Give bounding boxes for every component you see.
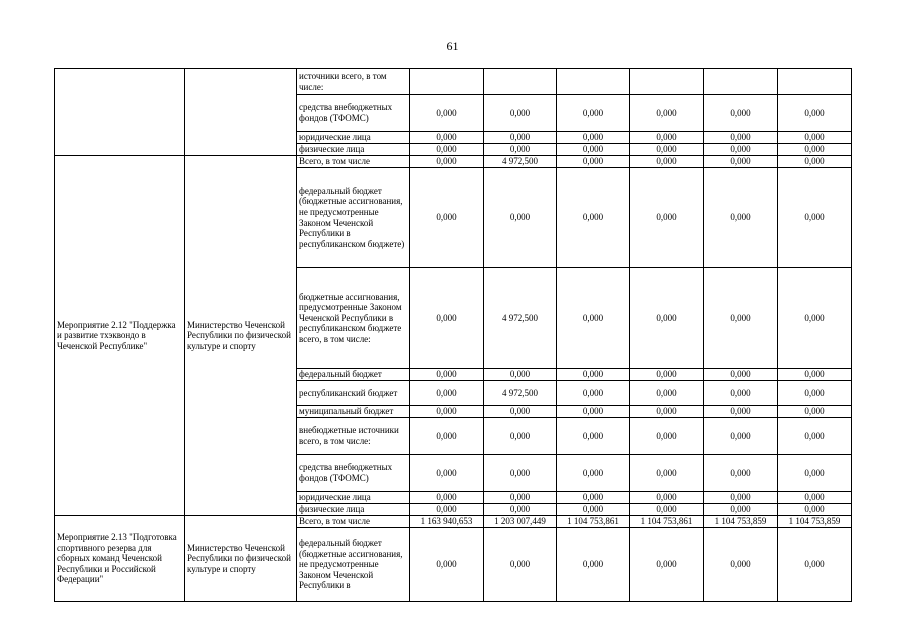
value-cell: 0,000: [778, 268, 852, 369]
value-cell: 0,000: [630, 95, 704, 132]
value-cell: 0,000: [630, 132, 704, 144]
table-row: [55, 69, 852, 95]
value-cell: 0,000: [410, 144, 484, 156]
value-cell: 4 972,500: [484, 268, 557, 369]
value-cell: 0,000: [630, 268, 704, 369]
value-cell: 0,000: [410, 492, 484, 504]
value-cell: 0,000: [630, 144, 704, 156]
value-cell: 0,000: [410, 381, 484, 406]
value-cell: 0,000: [704, 418, 778, 455]
value-cell: 0,000: [484, 528, 557, 602]
source-cell: юридические лица: [297, 132, 410, 144]
value-cell: [630, 69, 704, 95]
value-cell: 0,000: [704, 132, 778, 144]
value-cell: 1 104 753,861: [557, 516, 630, 528]
value-cell: 0,000: [410, 168, 484, 268]
value-cell: 0,000: [778, 455, 852, 492]
value-cell: 0,000: [630, 455, 704, 492]
value-cell: 4 972,500: [484, 156, 557, 168]
value-cell: 1 163 940,653: [410, 516, 484, 528]
value-cell: 0,000: [630, 381, 704, 406]
source-cell: федеральный бюджет (бюджетные ассигнования, не предусмотренные Законом Чеченской Республики в: [297, 528, 410, 602]
value-cell: 0,000: [557, 156, 630, 168]
value-cell: 0,000: [704, 381, 778, 406]
value-cell: 0,000: [410, 528, 484, 602]
source-cell: средства внебюджетных фондов (ТФОМС): [297, 455, 410, 492]
value-cell: 0,000: [484, 504, 557, 516]
value-cell: 0,000: [778, 369, 852, 381]
value-cell: [557, 69, 630, 95]
value-cell: 0,000: [778, 95, 852, 132]
value-cell: 0,000: [410, 268, 484, 369]
value-cell: 0,000: [557, 406, 630, 418]
value-cell: 0,000: [484, 492, 557, 504]
value-cell: 0,000: [410, 418, 484, 455]
value-cell: 4 972,500: [484, 381, 557, 406]
page-number: 61: [446, 39, 459, 53]
value-cell: 0,000: [410, 455, 484, 492]
value-cell: 1 104 753,859: [704, 516, 778, 528]
value-cell: 0,000: [778, 132, 852, 144]
executor-cell: Министерство Чеченской Республики по физической культуре и спорту: [185, 516, 297, 602]
value-cell: [410, 69, 484, 95]
value-cell: 0,000: [630, 418, 704, 455]
value-cell: 0,000: [557, 418, 630, 455]
source-cell: средства внебюджетных фондов (ТФОМС): [297, 95, 410, 132]
value-cell: 0,000: [484, 168, 557, 268]
value-cell: 0,000: [410, 156, 484, 168]
value-cell: 0,000: [778, 528, 852, 602]
value-cell: 0,000: [630, 406, 704, 418]
source-cell: федеральный бюджет: [297, 369, 410, 381]
value-cell: 1 203 007,449: [484, 516, 557, 528]
source-cell: Всего, в том числе: [297, 156, 410, 168]
source-cell: бюджетные ассигнования, предусмотренные Законом Чеченской Республики в республиканском бюджете всего, в том числе:: [297, 268, 410, 369]
value-cell: 0,000: [410, 406, 484, 418]
value-cell: 0,000: [410, 504, 484, 516]
value-cell: 0,000: [778, 504, 852, 516]
value-cell: [778, 69, 852, 95]
value-cell: 0,000: [557, 504, 630, 516]
value-cell: 0,000: [704, 492, 778, 504]
executor-cell: Министерство Чеченской Республики по физической культуре и спорту: [185, 156, 297, 516]
value-cell: 1 104 753,859: [778, 516, 852, 528]
value-cell: 0,000: [557, 268, 630, 369]
value-cell: 0,000: [704, 504, 778, 516]
value-cell: 0,000: [557, 144, 630, 156]
value-cell: 0,000: [410, 132, 484, 144]
value-cell: [484, 69, 557, 95]
value-cell: 0,000: [704, 455, 778, 492]
value-cell: 0,000: [704, 528, 778, 602]
value-cell: [704, 69, 778, 95]
value-cell: 0,000: [484, 95, 557, 132]
source-cell: муниципальный бюджет: [297, 406, 410, 418]
source-cell: физические лица: [297, 144, 410, 156]
funding-table: [54, 68, 852, 602]
source-cell: внебюджетные источники всего, в том числе:: [297, 418, 410, 455]
value-cell: 0,000: [704, 95, 778, 132]
value-cell: 0,000: [778, 418, 852, 455]
value-cell: 0,000: [778, 492, 852, 504]
event-name-cell: Мероприятие 2.13 "Подготовка спортивного резерва для сборных команд Чеченской Республики и Российской Федерации": [55, 516, 185, 602]
value-cell: 0,000: [557, 528, 630, 602]
source-cell: Всего, в том числе: [297, 516, 410, 528]
value-cell: 0,000: [778, 168, 852, 268]
value-cell: 0,000: [630, 504, 704, 516]
value-cell: 0,000: [704, 168, 778, 268]
event-name-cell: Мероприятие 2.12 "Поддержка и развитие тхэквондо в Чеченской Республике": [55, 156, 185, 516]
value-cell: 0,000: [484, 132, 557, 144]
source-cell: юридические лица: [297, 492, 410, 504]
value-cell: 0,000: [484, 455, 557, 492]
value-cell: 0,000: [704, 369, 778, 381]
value-cell: 0,000: [410, 95, 484, 132]
value-cell: 0,000: [557, 132, 630, 144]
value-cell: 0,000: [630, 156, 704, 168]
value-cell: 0,000: [778, 144, 852, 156]
value-cell: 0,000: [557, 168, 630, 268]
value-cell: 0,000: [630, 492, 704, 504]
value-cell: 0,000: [704, 156, 778, 168]
value-cell: 0,000: [778, 381, 852, 406]
value-cell: 0,000: [484, 369, 557, 381]
value-cell: 0,000: [704, 144, 778, 156]
value-cell: 0,000: [557, 381, 630, 406]
value-cell: 0,000: [778, 406, 852, 418]
value-cell: 0,000: [557, 95, 630, 132]
table-row: [55, 516, 852, 528]
source-cell: республиканский бюджет: [297, 381, 410, 406]
value-cell: 0,000: [704, 268, 778, 369]
value-cell: 0,000: [704, 406, 778, 418]
value-cell: 0,000: [630, 369, 704, 381]
source-cell: федеральный бюджет (бюджетные ассигнования, не предусмотренные Законом Чеченской Республики в республиканском бюджете): [297, 168, 410, 268]
table-row: [55, 156, 852, 168]
value-cell: 0,000: [410, 369, 484, 381]
value-cell: 0,000: [557, 492, 630, 504]
source-cell: физические лица: [297, 504, 410, 516]
executor-cell-empty: [185, 69, 297, 156]
value-cell: 0,000: [557, 369, 630, 381]
value-cell: 1 104 753,861: [630, 516, 704, 528]
source-cell: источники всего, в том числе:: [297, 69, 410, 95]
value-cell: 0,000: [557, 455, 630, 492]
event-cell-empty: [55, 69, 185, 156]
value-cell: 0,000: [630, 168, 704, 268]
value-cell: 0,000: [484, 144, 557, 156]
value-cell: 0,000: [630, 528, 704, 602]
value-cell: 0,000: [778, 156, 852, 168]
value-cell: 0,000: [484, 418, 557, 455]
value-cell: 0,000: [484, 406, 557, 418]
